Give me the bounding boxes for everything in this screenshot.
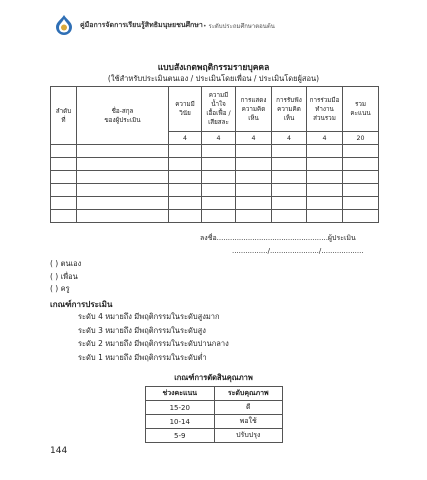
empty-cell[interactable] (307, 158, 343, 171)
page-number: 144 (50, 446, 68, 456)
empty-cell[interactable] (236, 145, 272, 158)
score-range-header: ช่วงคะแนน (146, 387, 215, 401)
column-header (51, 87, 77, 145)
column-header-line: ทำงาน (315, 105, 334, 113)
option-peer: ( ) เพื่อน (50, 271, 78, 281)
table-row (146, 401, 283, 415)
empty-cell[interactable] (272, 210, 307, 223)
column-header-line: คะแนน (350, 110, 371, 117)
empty-cell[interactable] (51, 184, 77, 197)
column-header-line: เสียสละ (208, 119, 229, 126)
empty-cell[interactable] (307, 197, 343, 210)
table-row (51, 158, 379, 171)
empty-cell[interactable] (77, 145, 169, 158)
empty-cell[interactable] (272, 158, 307, 171)
column-header (272, 87, 307, 132)
empty-cell[interactable] (202, 158, 236, 171)
empty-cell[interactable] (51, 158, 77, 171)
max-score-cell: 4 (236, 132, 272, 145)
column-header-line: ความคิด (241, 105, 266, 113)
quality-header-row (146, 387, 283, 401)
max-score-cell: 4 (202, 132, 236, 145)
empty-cell[interactable] (169, 171, 202, 184)
observation-table (50, 86, 379, 223)
column-header-line: การรับฟัง (276, 96, 302, 104)
form-subtitle: (ใช้สำหรับประเมินตนเอง / ประเมินโดยเพื่อน / ประเมินโดยผู้สอน) (107, 74, 320, 83)
quality-level: ดี (214, 401, 283, 415)
empty-cell[interactable] (272, 171, 307, 184)
max-score-cell: 4 (307, 132, 343, 145)
table-row (51, 210, 379, 223)
column-header-line: ความมี (175, 101, 195, 108)
column-header-line: ของผู้ประเมิน (104, 116, 141, 124)
max-score-cell: 20 (343, 132, 379, 145)
empty-cell[interactable] (202, 145, 236, 158)
empty-cell[interactable] (51, 197, 77, 210)
quality-heading: เกณฑ์การตัดสินคุณภาพ (174, 373, 253, 382)
empty-cell[interactable] (202, 210, 236, 223)
criteria-item: ระดับ 4 หมายถึง มีพฤติกรรมในระดับสูงมาก (78, 312, 220, 321)
empty-cell[interactable] (272, 197, 307, 210)
column-header-line: เห็น (283, 114, 295, 122)
column-header-line: เห็น (248, 114, 259, 122)
empty-cell[interactable] (169, 158, 202, 171)
score-range: 5-9 (146, 429, 215, 443)
column-header-line: การแสดง (240, 96, 267, 104)
empty-cell[interactable] (202, 184, 236, 197)
empty-cell[interactable] (343, 184, 379, 197)
empty-cell[interactable] (77, 210, 169, 223)
table-row (51, 184, 379, 197)
empty-cell[interactable] (343, 158, 379, 171)
empty-cell[interactable] (51, 145, 77, 158)
criteria-heading: เกณฑ์การประเมิน (50, 300, 113, 309)
empty-cell[interactable] (307, 145, 343, 158)
column-header-line: รวม (354, 101, 367, 108)
empty-cell[interactable] (236, 197, 272, 210)
table-row (146, 415, 283, 429)
criteria-item: ระดับ 1 หมายถึง มีพฤติกรรมในระดับต่ำ (78, 352, 207, 362)
column-header-line: เอื้อเฟื้อ / (206, 110, 231, 117)
empty-cell[interactable] (236, 158, 272, 171)
empty-cell[interactable] (169, 184, 202, 197)
quality-level: ปรับปรุง (214, 429, 283, 443)
score-range: 15-20 (146, 401, 215, 415)
empty-cell[interactable] (51, 171, 77, 184)
empty-cell[interactable] (236, 171, 272, 184)
option-self: ( ) ตนเอง (50, 259, 82, 268)
table-header-row (51, 87, 379, 132)
table-row (51, 171, 379, 184)
empty-cell[interactable] (343, 145, 379, 158)
empty-cell[interactable] (169, 210, 202, 223)
empty-cell[interactable] (307, 171, 343, 184)
empty-cell[interactable] (272, 145, 307, 158)
column-header-line: ลำดับ (55, 107, 72, 115)
table-row (51, 197, 379, 210)
empty-cell[interactable] (51, 210, 77, 223)
empty-cell[interactable] (202, 171, 236, 184)
date-line: ................/....................../................... (232, 247, 364, 255)
signature-line: ลงชื่อ..................................................ผู้ประเมิน (200, 234, 356, 242)
empty-cell[interactable] (272, 184, 307, 197)
empty-cell[interactable] (202, 197, 236, 210)
empty-cell[interactable] (169, 145, 202, 158)
score-range: 10-14 (146, 415, 215, 429)
criteria-list (78, 310, 229, 364)
emblem-icon (54, 14, 74, 36)
column-header (169, 87, 202, 132)
column-header-line: ความมี (208, 92, 229, 99)
empty-cell[interactable] (77, 184, 169, 197)
manual-title: คู่มือการจัดการเรียนรู้สิทธิมนุษยชนศึกษา (80, 21, 203, 29)
column-header-line: ความคิด (277, 105, 301, 113)
quality-level-header: ระดับคุณภาพ (214, 387, 283, 401)
column-header-line: ส่วนรวม (313, 114, 336, 122)
assessor-options (50, 258, 81, 296)
empty-cell[interactable] (307, 184, 343, 197)
column-header-line: ที่ (61, 116, 66, 124)
column-header (307, 87, 343, 132)
column-header-line: ชื่อ-สกุล (111, 107, 134, 115)
criteria-item: ระดับ 3 หมายถึง มีพฤติกรรมในระดับสูง (78, 325, 206, 335)
column-header-line: วินัย (179, 110, 191, 117)
quality-level: พอใช้ (214, 415, 283, 429)
max-score-cell: 4 (272, 132, 307, 145)
table-row (51, 145, 379, 158)
empty-cell[interactable] (169, 197, 202, 210)
column-header (202, 87, 236, 132)
table-body (51, 145, 379, 223)
column-header (343, 87, 379, 132)
empty-cell[interactable] (236, 210, 272, 223)
empty-cell[interactable] (77, 171, 169, 184)
empty-cell[interactable] (236, 184, 272, 197)
column-header-line: น้ำใจ (211, 101, 226, 108)
form-title: แบบสังเกตพฤติกรรมรายบุคคล (157, 63, 270, 73)
column-header-line: การร่วมมือ (309, 96, 340, 104)
option-teacher: ( ) ครู (50, 284, 70, 293)
table-row (146, 429, 283, 443)
empty-cell[interactable] (343, 210, 379, 223)
quality-table (145, 386, 283, 443)
page-header (58, 18, 398, 38)
empty-cell[interactable] (77, 158, 169, 171)
header-level: • ระดับประถมศึกษาตอนต้น (203, 22, 275, 30)
column-header (236, 87, 272, 132)
criteria-item: ระดับ 2 หมายถึง มีพฤติกรรมในระดับปานกลาง (78, 339, 229, 348)
max-score-cell: 4 (169, 132, 202, 145)
empty-cell[interactable] (307, 210, 343, 223)
empty-cell[interactable] (343, 197, 379, 210)
column-header (77, 87, 169, 145)
empty-cell[interactable] (77, 197, 169, 210)
empty-cell[interactable] (343, 171, 379, 184)
